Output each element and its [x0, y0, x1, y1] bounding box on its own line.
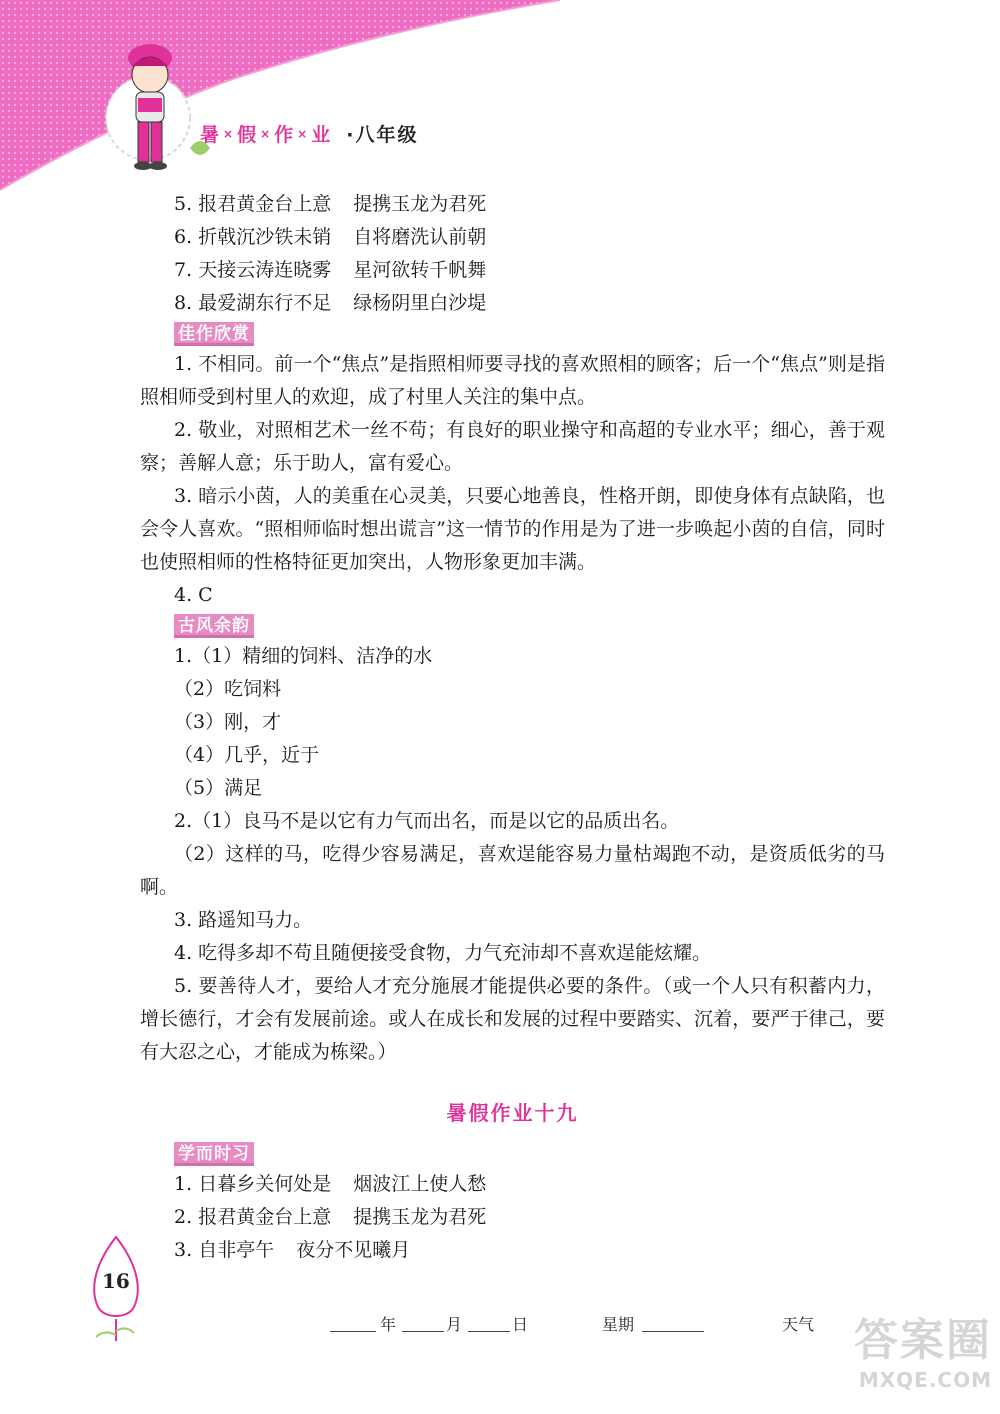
- answer-line: [140, 188, 885, 221]
- answer-paragraph: 1. 不相同。前一个“焦点”是指照相师要寻找的喜欢照相的顾客；后一个“焦点”则是指照相师受到村里人的欢迎，成了村里人关注的集中点。: [140, 353, 885, 408]
- line-number: 3.: [174, 1239, 193, 1261]
- line-part-b: 提携玉龙为君死: [353, 1206, 487, 1228]
- line-part-b: 烟波江上使人愁: [353, 1173, 487, 1195]
- line-part-b: 提携玉龙为君死: [353, 193, 487, 215]
- title-char: 暑: [200, 124, 222, 146]
- answer-line: 4. 吃得多却不苟且随便接受食物，力气充沛却不喜欢逞能炫耀。: [174, 942, 712, 964]
- page-number: 16: [102, 1269, 130, 1293]
- section-tag-jiazuo: 佳作欣赏: [174, 322, 254, 346]
- month-blank: [402, 1330, 444, 1332]
- answer-line: （3）刚，才: [174, 711, 282, 733]
- line-part-a: 天接云涛连晓雾: [198, 259, 332, 281]
- answer-line: [140, 1201, 885, 1234]
- line-part-a: 折戟沉沙铁未销: [198, 226, 332, 248]
- line-number: 5.: [174, 193, 193, 215]
- grade-label: [346, 120, 418, 147]
- answer-paragraph: 5. 要善待人才，要给人才充分施展才能提供必要的条件。（或一个人只有积蓄内力，增长德行，才会有发展前途。或人在成长和发展的过程中要踏实、沉着，要严于律己，要有大忍之心，才能成为栋梁。）: [140, 975, 885, 1063]
- answer-paragraph: 2. 敬业，对照相艺术一丝不苟；有良好的职业操守和高超的专业水平；细心，善于观察；善解人意；乐于助人，富有爱心。: [140, 419, 885, 474]
- weekday-label: 星期: [602, 1315, 635, 1334]
- title-char: 作: [274, 124, 296, 146]
- line-number: 1.: [174, 1173, 193, 1195]
- line-part-b: 自将磨洗认前朝: [353, 226, 487, 248]
- answer-paragraph: （2）这样的马，吃得少容易满足，喜欢逞能容易力量枯竭跑不动，是资质低劣的马啊。: [140, 843, 885, 898]
- watermark-logo: [822, 1304, 992, 1394]
- line-part-b: 夜分不见曦月: [296, 1239, 411, 1261]
- line-part-a: 报君黄金台上意: [198, 1206, 332, 1228]
- answer-paragraph: 3. 暗示小茵，人的美重在心灵美，只要心地善良，性格开朗，即使身体有点缺陷，也会令人喜欢。“照相师临时想出谎言”这一情节的作用是为了进一步唤起小茵的自信，同时也使照相师的性格特征更加突出，人物形象更加丰满。: [140, 485, 885, 573]
- title-dot-icon: ×: [297, 126, 310, 141]
- section-title: 暑假作业十九: [446, 1101, 579, 1125]
- year-blank: [330, 1330, 376, 1332]
- line-part-a: 自非亭午: [198, 1239, 275, 1261]
- answer-line: 1.（1）精细的饲料、洁净的水: [174, 645, 433, 667]
- answer-line: [140, 1168, 885, 1201]
- watermark-url: MXQE.COM: [858, 1368, 992, 1392]
- header-decoration: [0, 0, 1000, 200]
- answer-line: [140, 287, 885, 320]
- watermark-text: 答案圈: [854, 1315, 992, 1366]
- line-part-a: 报君黄金台上意: [198, 193, 332, 215]
- section-tag-gufeng: 古风余韵: [174, 614, 254, 638]
- grade-text: 八年级: [355, 124, 419, 146]
- page-number-badge: [86, 1235, 146, 1345]
- answer-line: （2）吃饲料: [174, 678, 282, 700]
- answer-line: [140, 1234, 885, 1267]
- title-char: 假: [237, 124, 259, 146]
- section-tag-xueer: 学而时习: [174, 1142, 254, 1166]
- answer-line: [140, 254, 885, 287]
- line-part-a: 最爱湖东行不足: [198, 292, 332, 314]
- weather-label: 天气: [782, 1315, 815, 1334]
- grade-separator: ·: [346, 124, 356, 146]
- header-band: [0, 0, 1000, 200]
- line-part-b: 绿杨阴里白沙堤: [353, 292, 487, 314]
- day-label: 日: [512, 1315, 529, 1334]
- answer-line: 2.（1）良马不是以它有力气而出名，而是以它的品质出名。: [174, 810, 680, 832]
- line-number: 6.: [174, 226, 193, 248]
- year-label: 年: [380, 1315, 397, 1334]
- answer-line: [140, 221, 885, 254]
- line-part-a: 日暮乡关何处是: [198, 1173, 332, 1195]
- title-dot-icon: ×: [260, 126, 273, 141]
- month-label: 月: [446, 1315, 463, 1334]
- line-number: 7.: [174, 259, 193, 281]
- title-dot-icon: ×: [223, 126, 236, 141]
- day-blank: [468, 1330, 510, 1332]
- title-char: 业: [311, 124, 333, 146]
- page-content: [140, 188, 885, 1267]
- line-number: 2.: [174, 1206, 193, 1228]
- answer-line: （5）满足: [174, 777, 263, 799]
- answer-line: （4）几乎，近于: [174, 744, 320, 766]
- answer-line: 3. 路遥知马力。: [174, 909, 313, 931]
- line-number: 8.: [174, 292, 193, 314]
- line-part-b: 星河欲转千帆舞: [353, 259, 487, 281]
- answer-paragraph: 4. C: [174, 584, 213, 606]
- weekday-blank: [642, 1330, 704, 1332]
- book-title: [200, 120, 418, 147]
